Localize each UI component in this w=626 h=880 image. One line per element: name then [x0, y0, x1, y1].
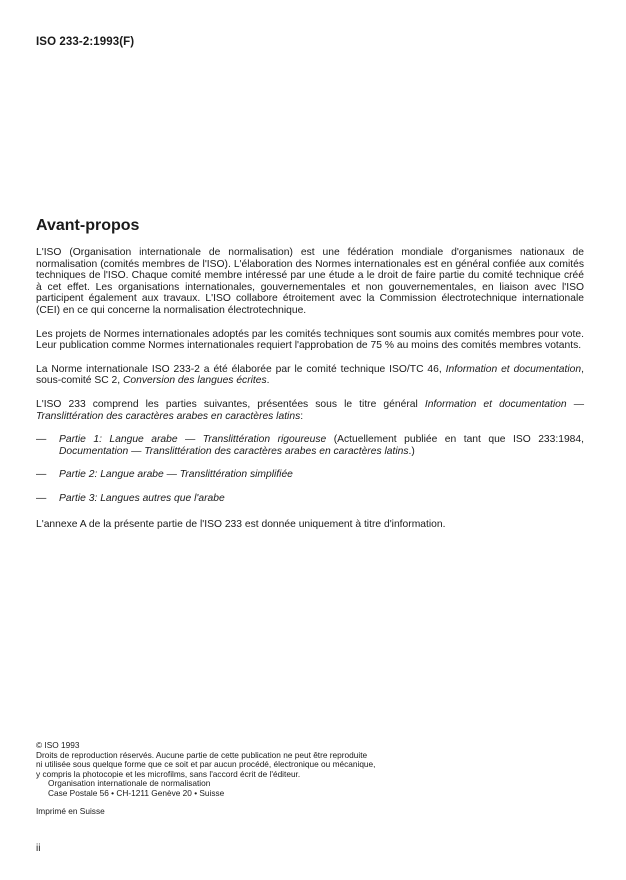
part-3-title: Partie 3: Langues autres que l'arabe	[59, 492, 225, 504]
reference-title: Documentation — Translittération des caractères arabes en caractères latins	[59, 445, 409, 457]
organization-name: Organisation internationale de normalisation	[48, 778, 211, 789]
text-run: .)	[408, 445, 415, 457]
text-run: , sous-comité SC 2,	[36, 363, 584, 387]
list-dash: —	[36, 434, 47, 446]
part-2-title: Partie 2: Langue arabe — Translittération simplifiée	[59, 469, 293, 481]
list-item-text	[59, 434, 584, 457]
general-title: Information et documentation — Translittération des caractères arabes en caractères latins	[36, 398, 584, 422]
text-run: La Norme internationale ISO 233-2 a été élaborée par le comité technique ISO/TC 46,	[36, 363, 446, 375]
paragraph-parts-intro	[36, 399, 584, 422]
document-id: ISO 233-2:1993(F)	[36, 36, 135, 48]
paragraph-voting: Les projets de Normes internationales adoptés par les comités techniques sont soumis aux comités membres pour vote. Leur publication comme Normes internationales requiert l'approbation de 75 % au moins des comités membres votants.	[36, 328, 584, 352]
rights-line: ni utilisée sous quelque forme que ce soit et par aucun procédé, électronique ou mécanique,	[36, 759, 376, 770]
parts-list	[36, 434, 584, 504]
printed-in: Imprimé en Suisse	[36, 805, 105, 816]
subcommittee-title: Conversion des langues écrites	[122, 375, 267, 387]
copyright-block	[36, 741, 596, 816]
list-dash: —	[36, 492, 47, 504]
text-run: (Actuellement publiée en tant que ISO 233:1984,	[326, 434, 584, 446]
list-item	[36, 469, 584, 481]
list-item	[36, 493, 584, 505]
text-run: :	[300, 410, 304, 422]
rights-line: Droits de reproduction réservés. Aucune partie de cette publication ne peut être reproduite	[36, 749, 368, 760]
rights-line: y compris la photocopie et les microfilms, sans l'accord écrit de l'éditeur.	[36, 768, 301, 779]
section-title: Avant-propos	[36, 217, 140, 234]
list-item	[36, 434, 584, 457]
text-run: L'ISO 233 comprend les parties suivantes, présentées sous le titre général	[36, 398, 425, 410]
paragraph-committee	[36, 364, 584, 387]
list-dash: —	[36, 469, 47, 481]
text-run: .	[266, 375, 270, 387]
organization-address: Case Postale 56 • CH-1211 Genève 20 • Suisse	[48, 787, 225, 798]
copyright-line: © ISO 1993	[36, 740, 80, 750]
paragraph-iso-description: L'ISO (Organisation internationale de normalisation) est une fédération mondiale d'organismes nationaux de normalisation (comités membres de l'ISO). L'élaboration des Normes internationales est en général confiée aux comités techniques de l'ISO. Chaque comité membre intéressé par une étude a le droit de faire partie du comité technique créé à cet effet. Les organisations internationales, gouvernementales et non gouvernementales, en liaison avec l'ISO participent également aux travaux. L'ISO collabore étroitement avec la Commission électrotechnique internationale (CEI) en ce qui concerne la normalisation électrotechnique.	[36, 247, 584, 316]
foreword-body	[36, 247, 584, 542]
paragraph-annex: L'annexe A de la présente partie de l'ISO 233 est donnée uniquement à titre d'information.	[36, 518, 446, 530]
page-number: ii	[36, 843, 41, 854]
part-1-title: Partie 1: Langue arabe — Translittération rigoureuse	[59, 434, 327, 446]
committee-title: Information et documentation	[445, 363, 582, 375]
